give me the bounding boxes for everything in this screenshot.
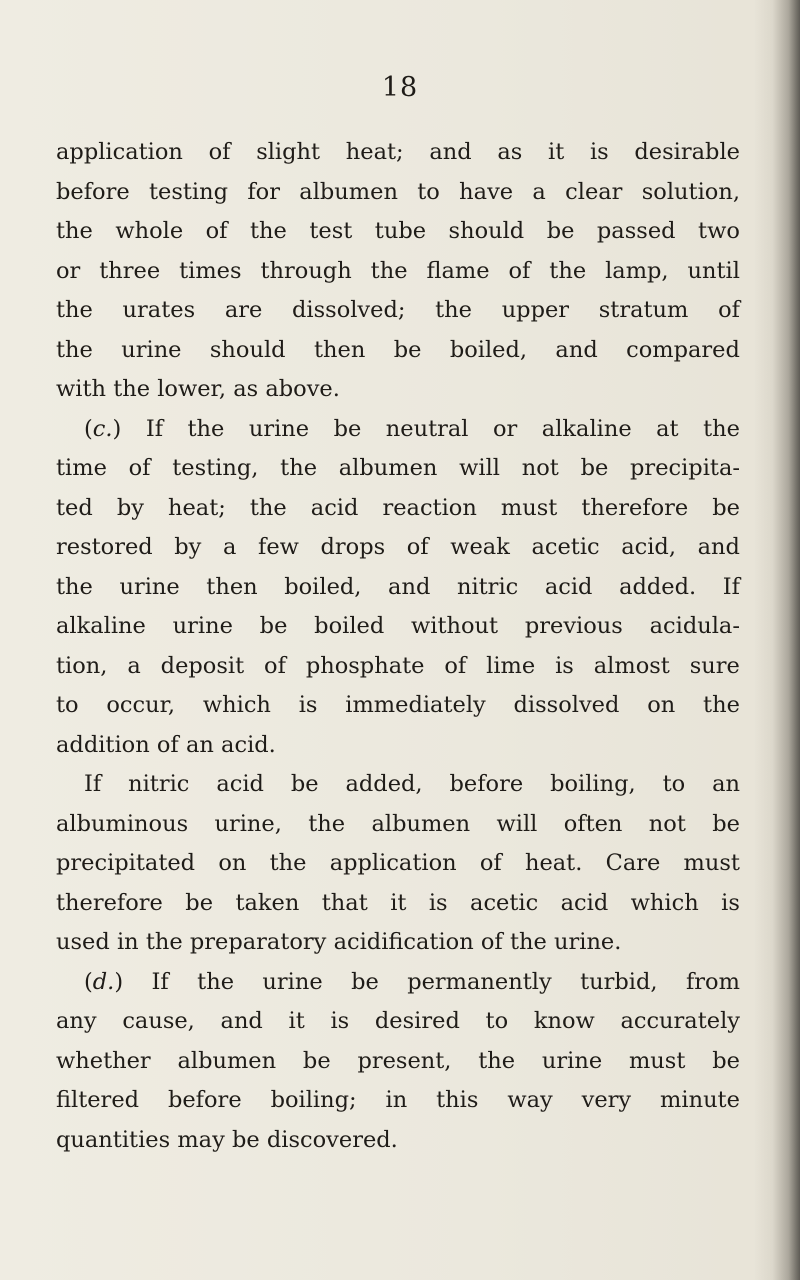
word: the [250, 218, 287, 244]
word: before [449, 771, 524, 797]
word: boiled, [449, 336, 528, 363]
word: cause, [122, 1008, 195, 1034]
word: with [56, 376, 106, 402]
word: of [156, 731, 179, 758]
word: of [480, 929, 503, 955]
word: albumen [299, 178, 398, 205]
word: stratum [598, 297, 689, 323]
word: compared [626, 336, 740, 363]
word: the [509, 929, 547, 955]
word: and [555, 336, 598, 363]
word: reaction [382, 494, 477, 521]
word: dissolved; [292, 297, 406, 323]
text-line [56, 607, 740, 647]
text-line [56, 252, 740, 292]
text-line [56, 449, 740, 489]
word: accurately [620, 1008, 740, 1034]
word: on [218, 850, 247, 876]
text-line [56, 528, 740, 568]
word: or [56, 257, 81, 284]
text-line [56, 686, 740, 726]
page-number: 18 [381, 72, 419, 103]
word: is [589, 139, 609, 165]
word: whole [115, 218, 184, 244]
text-line [56, 647, 740, 687]
word: then [313, 336, 366, 363]
word: acid [216, 771, 264, 797]
word: be [712, 494, 740, 521]
word: test [309, 218, 353, 244]
word: boiled, [284, 573, 362, 600]
word: is [330, 1008, 350, 1034]
word: be [231, 1126, 260, 1153]
word: for [247, 178, 280, 205]
word: urine [172, 613, 233, 639]
word: and [220, 1008, 263, 1034]
word: by [116, 494, 144, 521]
word: occur, [106, 692, 176, 718]
word: are [224, 297, 263, 323]
word: precipita- [630, 455, 740, 481]
word: time [56, 455, 107, 481]
word: the [280, 455, 318, 481]
word: sure [689, 652, 740, 679]
word: immediately [345, 692, 486, 718]
word: albuminous [56, 810, 189, 837]
word: passed [596, 218, 676, 244]
word: be [351, 968, 379, 995]
word: weak [450, 534, 510, 560]
word: a [532, 178, 546, 205]
word: added, [345, 771, 423, 797]
word: acid [544, 573, 593, 600]
word: permanently [407, 968, 552, 995]
word: boiling, [550, 771, 636, 797]
word: the [703, 415, 740, 442]
word: in [385, 1087, 408, 1113]
text-line [56, 1042, 740, 1082]
text-line [56, 765, 740, 805]
word: before [167, 1087, 242, 1113]
word: should [209, 336, 286, 363]
word: deposit [160, 652, 245, 679]
word: or [493, 415, 518, 442]
word: the [370, 257, 408, 284]
word: acetic [531, 534, 600, 560]
word: which [630, 889, 699, 916]
word: be [259, 613, 288, 639]
word: of [208, 139, 231, 165]
word: the [249, 494, 287, 521]
word: preparatory [189, 929, 327, 955]
word: application [329, 850, 457, 876]
text-line [56, 410, 740, 450]
word: should [448, 218, 525, 244]
word: slight [256, 139, 321, 165]
word: be [580, 455, 609, 481]
word: any [56, 1008, 97, 1034]
word: a [127, 652, 141, 679]
word: it [548, 139, 565, 165]
word: lamp, [605, 257, 669, 284]
word: acetic [470, 889, 539, 916]
text-line [56, 805, 740, 845]
word: will [496, 810, 538, 837]
word: solution, [641, 178, 740, 205]
word: of [444, 652, 467, 679]
word: not [521, 455, 559, 481]
word: tube [374, 218, 427, 244]
word: is [428, 889, 448, 916]
word: therefore [581, 494, 689, 521]
word: must [500, 494, 558, 521]
word: above. [265, 376, 340, 402]
word: alkaline [541, 415, 632, 442]
text-line [56, 212, 740, 252]
word: as [497, 139, 523, 165]
word: is [721, 889, 740, 916]
word: upper [501, 297, 570, 323]
word: application [56, 139, 183, 165]
word: as [233, 376, 259, 402]
word: testing [148, 178, 229, 205]
text-line [56, 331, 740, 371]
word: by [174, 534, 202, 560]
word: If [722, 573, 740, 600]
word: acid [560, 889, 609, 916]
word: and [429, 139, 472, 165]
word: urine [262, 968, 323, 995]
word: three [99, 257, 161, 284]
word: be [546, 218, 575, 244]
word: the [197, 968, 235, 995]
word: therefore [56, 889, 163, 916]
word: testing, [172, 455, 259, 481]
word: previous [524, 613, 623, 639]
word: almost [593, 652, 670, 679]
word: be [333, 415, 362, 442]
word: of [508, 257, 531, 284]
word: acid, [621, 534, 676, 560]
text-line [56, 923, 740, 963]
word: the [269, 850, 307, 876]
word: on [647, 692, 676, 718]
word: of [128, 455, 151, 481]
word: drops [320, 534, 386, 560]
word: will [459, 455, 501, 481]
word: boiling; [270, 1087, 357, 1113]
word: urine [121, 336, 182, 363]
word: nitric [128, 771, 190, 797]
word: is [298, 692, 318, 718]
word: discovered. [266, 1126, 398, 1153]
word: often [563, 810, 623, 837]
word: the [308, 810, 346, 837]
word: be [185, 889, 214, 916]
word: If [145, 415, 164, 442]
word: lime [486, 652, 536, 679]
text-line [56, 133, 740, 173]
word: ted [56, 494, 93, 521]
word: quantities [56, 1126, 171, 1153]
word: flame [426, 257, 490, 284]
word: two [698, 218, 740, 244]
word: dissolved [513, 692, 620, 718]
word: the [703, 692, 740, 718]
word: heat; [345, 139, 404, 165]
word: must [683, 850, 740, 876]
word: If [84, 771, 102, 797]
word: alkaline [56, 613, 146, 639]
word: be [393, 336, 422, 363]
word: lower, [157, 376, 226, 402]
word: urates [122, 297, 196, 323]
section-marker: (d.) [84, 968, 124, 995]
word: in [116, 929, 139, 955]
word: must [628, 1047, 686, 1074]
word: it [390, 889, 407, 916]
word: the [187, 415, 225, 442]
word: albumen [338, 455, 438, 481]
word: a [223, 534, 237, 560]
word: of [406, 534, 429, 560]
word: times [179, 257, 242, 284]
section-marker: (c.) [84, 415, 122, 442]
word: know [533, 1008, 595, 1034]
word: added. [619, 573, 697, 600]
word: neutral [385, 415, 469, 442]
word: used [56, 929, 110, 955]
word: If [151, 968, 169, 995]
word: urine. [554, 929, 622, 955]
word: acidula- [649, 613, 740, 639]
word: whether [56, 1047, 151, 1074]
word: heat; [167, 494, 226, 521]
word: may [177, 1126, 225, 1153]
word: acid. [221, 731, 276, 758]
word: until [687, 257, 740, 284]
word: be [712, 810, 740, 837]
word: of [479, 850, 502, 876]
text-line [56, 291, 740, 331]
text-line [56, 568, 740, 608]
word: Care [605, 850, 661, 876]
word: desired [374, 1008, 460, 1034]
word: then [206, 573, 258, 600]
word: this [436, 1087, 479, 1113]
text-line [56, 489, 740, 529]
word: urine, [214, 810, 282, 837]
word: precipitated [56, 850, 196, 876]
page-binding-shadow [754, 0, 800, 1280]
word: it [288, 1008, 305, 1034]
word: that [321, 889, 368, 916]
word: clear [565, 178, 623, 205]
word: heat. [524, 850, 583, 876]
text-line [56, 370, 740, 410]
word: albumen [371, 810, 471, 837]
word: tion, [56, 652, 108, 679]
word: is [555, 652, 574, 679]
word: desirable [634, 139, 740, 165]
word: the [435, 297, 472, 323]
word: to [417, 178, 440, 205]
word: be [302, 1047, 331, 1074]
word: present, [357, 1047, 452, 1074]
word: way [507, 1087, 553, 1113]
word: have [459, 178, 514, 205]
word: the [56, 218, 93, 244]
word: to [56, 692, 79, 718]
word: before [56, 178, 130, 205]
word: an [185, 731, 214, 758]
word: at [656, 415, 679, 442]
word: acid [310, 494, 359, 521]
word: very [581, 1087, 632, 1113]
text-line [56, 1081, 740, 1121]
text-line [56, 963, 740, 1003]
word: taken [235, 889, 300, 916]
word: few [258, 534, 299, 560]
word: the [56, 573, 93, 600]
word: not [648, 810, 686, 837]
word: the [478, 1047, 516, 1074]
word: an [712, 771, 740, 797]
word: urine [119, 573, 180, 600]
word: restored [56, 534, 153, 560]
text-line [56, 726, 740, 766]
word: the [549, 257, 587, 284]
word: which [202, 692, 271, 718]
text-line [56, 1121, 740, 1161]
word: from [685, 968, 740, 995]
word: the [113, 376, 151, 402]
word: addition [56, 731, 150, 758]
word: of [718, 297, 740, 323]
word: and [697, 534, 740, 560]
word: through [260, 257, 352, 284]
word: of [205, 218, 228, 244]
word: urine [541, 1047, 603, 1074]
word: the [56, 297, 93, 323]
word: phosphate [305, 652, 425, 679]
text-line [56, 1002, 740, 1042]
word: the [56, 336, 93, 363]
word: acidification [333, 929, 474, 955]
word: boiled [314, 613, 385, 639]
word: of [264, 652, 286, 679]
body-text [56, 133, 740, 1160]
word: and [388, 573, 431, 600]
word: be [712, 1047, 740, 1074]
word: albumen [177, 1047, 277, 1074]
word: to [485, 1008, 509, 1034]
word: the [145, 929, 183, 955]
word: minute [660, 1087, 740, 1113]
word: turbid, [580, 968, 658, 995]
word: to [662, 771, 686, 797]
word: be [290, 771, 319, 797]
word: filtered [56, 1087, 140, 1113]
text-line [56, 844, 740, 884]
word: urine [248, 415, 310, 442]
word: without [411, 613, 499, 639]
text-line [56, 884, 740, 924]
word: nitric [456, 573, 519, 600]
text-line [56, 173, 740, 213]
